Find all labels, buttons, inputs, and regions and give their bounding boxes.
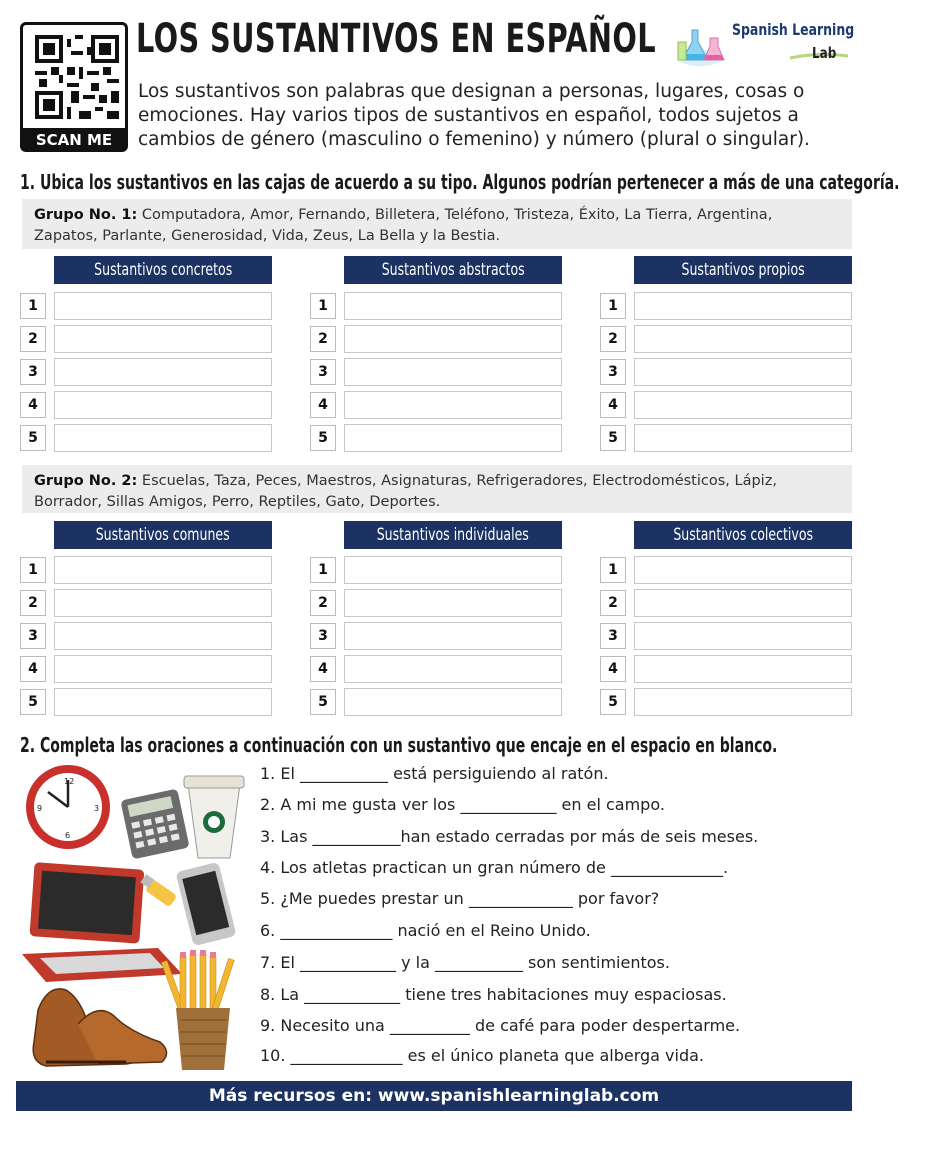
- sentence: 6. ______________ nació en el Reino Unido.: [260, 921, 591, 940]
- answer-box[interactable]: [634, 655, 852, 683]
- answer-box[interactable]: [344, 358, 562, 386]
- answer-box[interactable]: [54, 556, 272, 584]
- answer-box[interactable]: [344, 391, 562, 419]
- group-1-words: [22, 199, 852, 249]
- exercise-2-title: 2. Completa las oraciones a continuación con un sustantivo que encaje en el espacio en blanco.: [20, 733, 778, 757]
- svg-text:3: 3: [94, 804, 100, 813]
- answer-box[interactable]: [54, 688, 272, 716]
- row-number: 2: [20, 590, 46, 616]
- answer-box[interactable]: [634, 325, 852, 353]
- category-header: Sustantivos individuales: [344, 521, 562, 549]
- category-header: Sustantivos propios: [634, 256, 852, 284]
- row-number: 1: [600, 557, 626, 583]
- logo-text: Spanish Learning: [732, 20, 855, 39]
- sentence: 8. La ____________ tiene tres habitaciones muy espaciosas.: [260, 985, 727, 1004]
- category-header: Sustantivos comunes: [54, 521, 272, 549]
- page-title: LOS SUSTANTIVOS EN ESPAÑOL: [136, 16, 657, 62]
- sentence: 3. Las ___________han estado cerradas por más de seis meses.: [260, 827, 759, 846]
- row-number: 1: [20, 293, 46, 319]
- sentence: 10. ______________ es el único planeta que alberga vida.: [260, 1046, 704, 1065]
- usb-drive-icon: [140, 874, 177, 907]
- row-number: 4: [20, 656, 46, 682]
- laptop-icon: [22, 862, 182, 982]
- exercise-1-title: 1. Ubica los sustantivos en las cajas de acuerdo a su tipo. Algunos podrían pertenecer a más de una categoría.: [20, 170, 900, 194]
- row-number: 2: [600, 590, 626, 616]
- calculator-icon: [120, 789, 189, 860]
- answer-box[interactable]: [634, 292, 852, 320]
- group-2-words: [22, 465, 852, 513]
- svg-text:6: 6: [65, 831, 71, 840]
- row-number: 3: [600, 359, 626, 385]
- answer-box[interactable]: [634, 589, 852, 617]
- sentence: 2. A mi me gusta ver los ____________ en el campo.: [260, 795, 665, 814]
- group-2-label: Grupo No. 2:: [34, 473, 138, 489]
- qr-code: [20, 22, 128, 142]
- sentence: 9. Necesito una __________ de café para poder despertarme.: [260, 1016, 741, 1035]
- shoes-icon: [33, 989, 166, 1066]
- answer-box[interactable]: [344, 589, 562, 617]
- answer-box[interactable]: [634, 391, 852, 419]
- row-number: 2: [310, 590, 336, 616]
- sentence: 5. ¿Me puedes prestar un _____________ por favor?: [260, 889, 660, 908]
- row-number: 1: [600, 293, 626, 319]
- row-number: 4: [20, 392, 46, 418]
- group-1-list: Computadora, Amor, Fernando, Billetera, Teléfono, Tristeza, Éxito, La Tierra, Argentina, Zapatos, Parlante, Generosidad, Vida, Zeus, La Bella y la Bestia.: [34, 207, 773, 244]
- row-number: 5: [600, 425, 626, 451]
- answer-box[interactable]: [54, 358, 272, 386]
- answer-box[interactable]: [54, 589, 272, 617]
- footer-banner: Más recursos en: www.spanishlearninglab.com: [16, 1081, 852, 1111]
- coffee-cup-icon: [184, 776, 244, 858]
- row-number: 4: [600, 656, 626, 682]
- answer-box[interactable]: [344, 622, 562, 650]
- answer-box[interactable]: [344, 655, 562, 683]
- row-number: 4: [310, 656, 336, 682]
- row-number: 1: [20, 557, 46, 583]
- category-header: Sustantivos abstractos: [344, 256, 562, 284]
- category-header: Sustantivos colectivos: [634, 521, 852, 549]
- answer-box[interactable]: [54, 391, 272, 419]
- category-header: Sustantivos concretos: [54, 256, 272, 284]
- clock-icon: [26, 765, 110, 849]
- answer-box[interactable]: [634, 688, 852, 716]
- row-number: 3: [20, 623, 46, 649]
- group-2-list: Escuelas, Taza, Peces, Maestros, Asignaturas, Refrigeradores, Electrodomésticos, Lápiz, Borrador, Sillas Amigos, Perro, Reptiles, Gato, Deportes.: [34, 473, 777, 510]
- row-number: 2: [310, 326, 336, 352]
- row-number: 3: [600, 623, 626, 649]
- row-number: 2: [600, 326, 626, 352]
- answer-box[interactable]: [54, 292, 272, 320]
- answer-box[interactable]: [344, 556, 562, 584]
- sentence: 1. El ___________ está persiguiendo al ratón.: [260, 764, 609, 783]
- answer-box[interactable]: [54, 424, 272, 452]
- intro-paragraph: Los sustantivos son palabras que designan a personas, lugares, cosas o emociones. Hay varios tipos de sustantivos en español, todos sujetos a cambios de género (masculino o femenino) y número (plural o singular).: [138, 81, 810, 150]
- answer-box[interactable]: [54, 655, 272, 683]
- answer-box[interactable]: [634, 622, 852, 650]
- row-number: 5: [310, 425, 336, 451]
- row-number: 4: [600, 392, 626, 418]
- sentence: 4. Los atletas practican un gran número de ______________.: [260, 858, 729, 877]
- answer-box[interactable]: [344, 424, 562, 452]
- svg-text:9: 9: [37, 804, 43, 813]
- row-number: 1: [310, 557, 336, 583]
- svg-text:12: 12: [64, 777, 75, 786]
- group-1-label: Grupo No. 1:: [34, 207, 138, 223]
- row-number: 2: [20, 326, 46, 352]
- answer-box[interactable]: [54, 325, 272, 353]
- row-number: 5: [600, 689, 626, 715]
- logo-text-lab: Lab: [812, 44, 837, 62]
- answer-box[interactable]: [634, 424, 852, 452]
- row-number: 3: [310, 359, 336, 385]
- qr-code-icon: [35, 35, 119, 119]
- row-number: 5: [310, 689, 336, 715]
- answer-box[interactable]: [344, 325, 562, 353]
- answer-box[interactable]: [344, 292, 562, 320]
- answer-box[interactable]: [344, 688, 562, 716]
- sentence: 7. El ____________ y la ___________ son sentimientos.: [260, 953, 670, 972]
- row-number: 3: [20, 359, 46, 385]
- row-number: 1: [310, 293, 336, 319]
- answer-box[interactable]: [634, 556, 852, 584]
- row-number: 3: [310, 623, 336, 649]
- row-number: 5: [20, 689, 46, 715]
- answer-box[interactable]: [54, 622, 272, 650]
- illustrations: [18, 762, 250, 1082]
- row-number: 5: [20, 425, 46, 451]
- scan-me-label: SCAN ME: [20, 128, 128, 152]
- answer-box[interactable]: [634, 358, 852, 386]
- row-number: 4: [310, 392, 336, 418]
- phone-icon: [175, 862, 236, 946]
